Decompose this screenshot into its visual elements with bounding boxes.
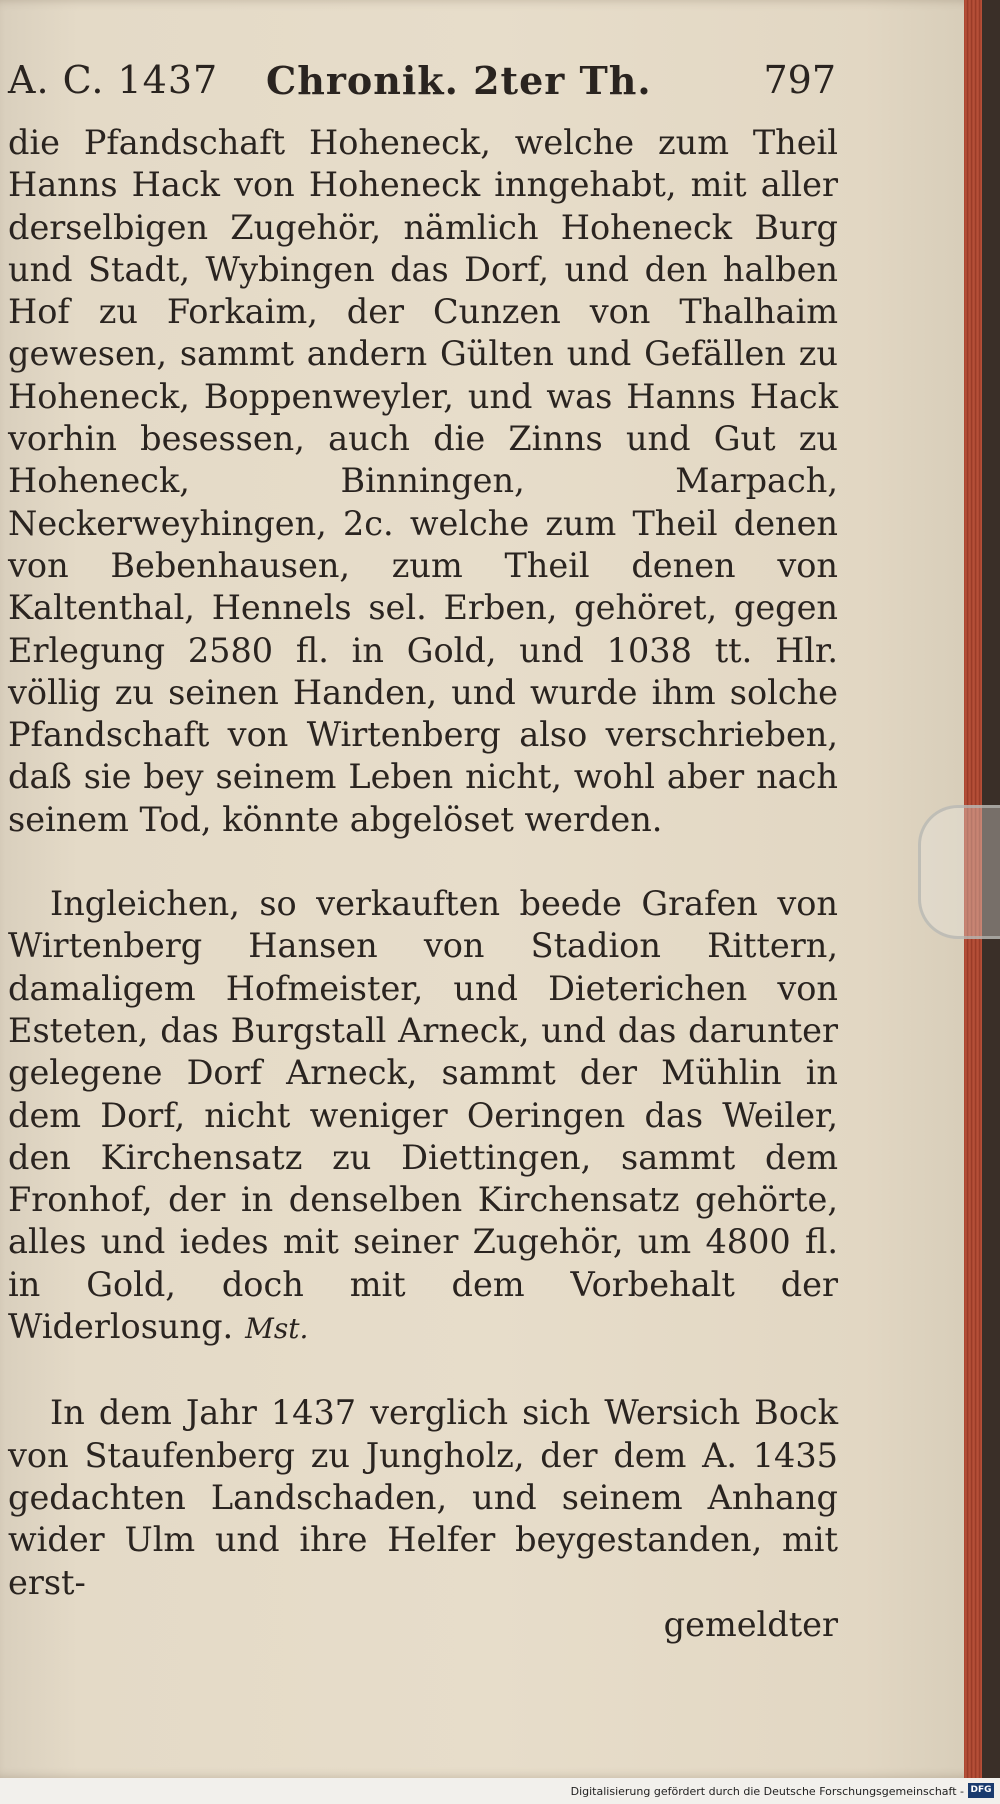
catchword: gemeldter: [663, 1604, 838, 1644]
header-year: A. C. 1437: [8, 58, 219, 102]
page-clip: [918, 805, 1000, 939]
paragraph-2: [8, 883, 838, 1350]
paragraph-1: die Pfandschaft Hoheneck, welche zum Theil Hanns Hack von Hoheneck inngehabt, mit aller derselbigen Zugehör, nämlich Hoheneck Burg und Stadt, Wybingen das Dorf, und den halben Hof zu Forkaim, der Cunzen von Thalhaim gewesen, sammt andern Gülten und Gefällen zu Hoheneck, Boppenweyler, und was Hanns Hack vorhin besessen, auch die Zinns und Gut zu Hoheneck, Binningen, Marpach, Neckerweyhingen, 2c. welche zum Theil denen von Bebenhausen, zum Theil denen von Kaltenthal, Hennels sel. Erben, gehöret, gegen Erlegung 2580 fl. in Gold, und 1038 tt. Hlr. völlig zu seinen Handen, und wurde ihm solche Pfandschaft von Wirtenberg also verschrieben, daß sie bey seinem Leben nicht, wohl aber nach seinem Tod, könnte abgelöset werden.: [8, 123, 838, 839]
source-note: Mst.: [245, 1312, 309, 1346]
header-title: Chronik. 2ter Th.: [266, 58, 652, 103]
paragraph-2-text: Ingleichen, so verkauften beede Grafen von Wirtenberg Hansen von Stadion Rittern, damaligem Hofmeister, und Dieterichen von Esteten, das Burgstall Arneck, und das darunter gelegene Dorf Arneck, sammt der Mühlin in dem Dorf, nicht weniger Oeringen das Weiler, den Kirchensatz zu Diettingen, sammt dem Fronhof, der in denselben Kirchensatz gehörte, alles und iedes mit seiner Zugehör, um 4800 fl. in Gold, doch mit dem Vorbehalt der Widerlosung.: [8, 884, 838, 1347]
paragraph-3: In dem Jahr 1437 verglich sich Wersich Bock von Staufenberg zu Jungholz, der dem A. 1435 gedachten Landschaden, und seinem Anhang wider Ulm und ihre Helfer beygestanden, mit erst-: [8, 1393, 838, 1602]
body-text: [8, 122, 838, 1646]
running-header: [8, 52, 836, 112]
digitization-credit: Digitalisierung gefördert durch die Deutsche Forschungsgemeinschaft -: [570, 1785, 964, 1798]
dfg-logo-icon: DFG: [968, 1783, 994, 1798]
page-number: 797: [763, 58, 836, 102]
